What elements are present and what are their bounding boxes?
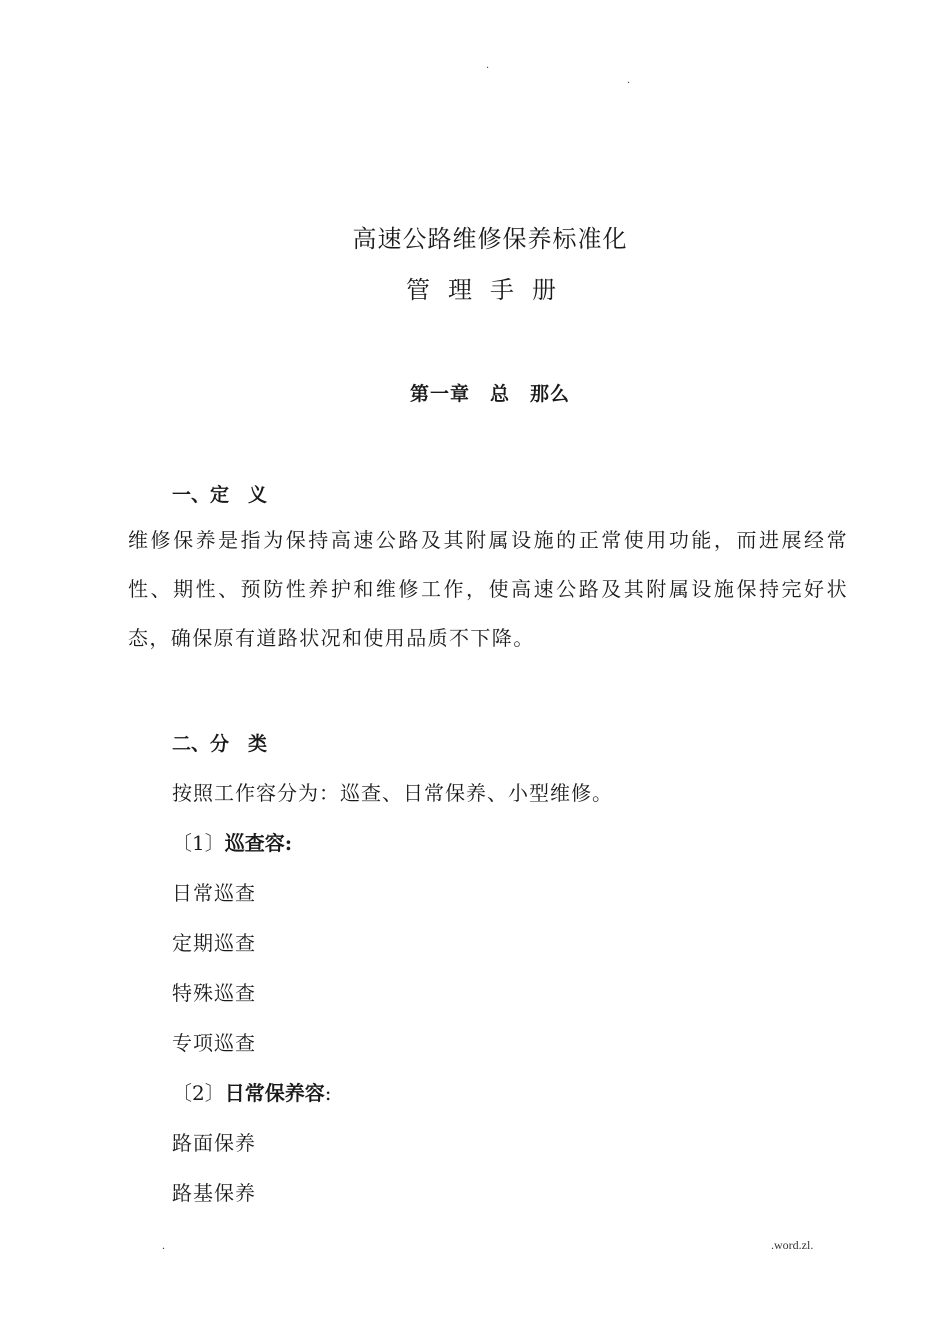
subsection-daily-maintenance [172, 1077, 331, 1106]
subsection-inspection [172, 827, 292, 856]
section-heading-classification: 二、分 类 [172, 733, 268, 755]
list-item: 路基保养 [172, 1181, 256, 1205]
subsection-label: 日常保养容 [224, 1081, 325, 1105]
footer-left-dot: . [162, 1238, 165, 1252]
header-dot-right: . [627, 75, 631, 86]
list-item: 定期巡查 [172, 931, 256, 955]
list-item: 专项巡查 [172, 1031, 256, 1055]
subsection-colon: : [324, 1081, 332, 1105]
chapter-heading: 第一章 总 那么 [409, 383, 570, 405]
document-subtitle: 管理手册 [406, 276, 574, 304]
footer-right-text: .word.zl. [771, 1238, 814, 1252]
classification-intro: 按照工作容分为：巡查、日常保养、小型维修。 [172, 781, 613, 805]
definition-paragraph: 维修保养是指为保持高速公路及其附属设施的正常使用功能，而进展经常性、期性、预防性养护和维修工作，使高速公路及其附属设施保持完好状态，确保原有道路状况和使用品质不下降。 [128, 528, 848, 650]
subsection-label: 巡查容: [224, 831, 293, 855]
list-item: 特殊巡查 [172, 981, 256, 1005]
header-dot-left: . [486, 60, 490, 71]
section-heading-definition: 一、定 义 [172, 484, 268, 506]
list-item: 日常巡查 [172, 881, 256, 905]
subsection-number: 〔1〕 [172, 831, 225, 855]
list-item: 路面保养 [172, 1131, 256, 1155]
subsection-number: 〔2〕 [172, 1081, 225, 1105]
document-title: 高速公路维修保养标准化 [352, 225, 628, 253]
